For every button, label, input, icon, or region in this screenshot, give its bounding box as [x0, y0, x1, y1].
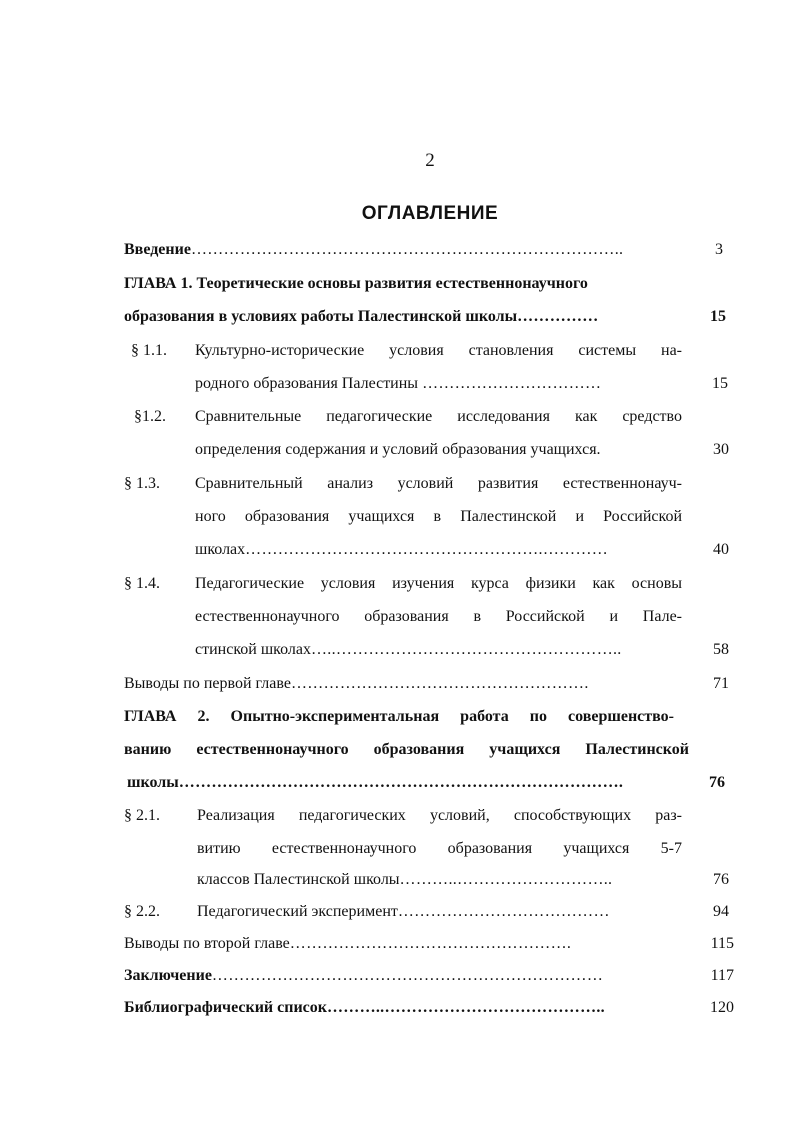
page-ref: 76	[713, 871, 729, 888]
page-ref: 15	[712, 375, 728, 392]
entry-label: Выводы по второй главе	[124, 935, 290, 952]
page-number: 2	[425, 150, 435, 171]
entry-label: Заключение	[124, 967, 212, 984]
section-title-cont: ного образования учащихся в Палестинской и Российской	[195, 508, 682, 525]
page-ref: 94	[713, 903, 729, 920]
leader-dots: ………..…………………………………..	[326, 999, 605, 1016]
page-ref: 117	[710, 967, 734, 984]
section-title-cont	[195, 640, 622, 660]
section-title: Сравнительные педагогические исследования как средство	[195, 408, 682, 425]
section-number: § 1.1.	[131, 342, 167, 359]
section-title-cont	[195, 374, 601, 394]
leader-dots: …………………………………	[397, 903, 610, 920]
toc-title: ОГЛАВЛЕНИЕ	[361, 203, 499, 224]
section-title: Реализация педагогических условий, способствующих раз-	[197, 807, 682, 824]
section-title-cont: определения содержания и условий образования учащихся.	[195, 441, 601, 458]
section-title-cont	[195, 540, 608, 560]
leader-dots: …..……………………………………………..	[311, 641, 622, 658]
page-ref: 120	[710, 999, 734, 1016]
section-title-cont	[197, 870, 612, 890]
toc-entry-intro	[124, 240, 623, 260]
page-ref: 71	[713, 675, 729, 692]
toc-entry-conclusion	[124, 966, 603, 986]
section-number: § 2.2.	[124, 903, 160, 920]
leader-dots: ……………………………………………………………………..	[190, 241, 624, 258]
page-ref: 58	[713, 641, 729, 658]
page-ref: 76	[709, 774, 725, 791]
section-title-cont: естественнонаучного образования в Российской и Пале-	[195, 608, 682, 625]
section-number: § 1.3.	[124, 475, 160, 492]
entry-label: образования в условиях работы Палестинской школы	[124, 308, 518, 325]
section-title: Культурно-исторические условия становления системы на-	[195, 342, 682, 359]
page-ref: 15	[710, 308, 726, 325]
entry-label: стинской школах	[195, 641, 311, 658]
entry-label: Библиографический список	[124, 999, 327, 1016]
chapter-2-title-cont	[127, 773, 623, 793]
section-title: Педагогические условия изучения курса физики как основы	[195, 575, 682, 592]
leader-dots: ……………………………	[422, 375, 602, 392]
chapter-1-title-cont	[124, 307, 599, 327]
page-ref: 115	[710, 935, 734, 952]
entry-label: классов Палестинской школы	[197, 871, 400, 888]
chapter-2-title: ГЛАВА 2. Опытно-экспериментальная работа по совершенство-	[124, 708, 674, 725]
chapter-1-title: ГЛАВА 1. Теоретические основы развития естественнонаучного	[124, 275, 588, 292]
chapter-2-title-cont: ванию естественнонаучного образования учащихся Палестинской	[124, 741, 689, 758]
section-number: §1.2.	[134, 408, 166, 425]
entry-label: Введение	[124, 241, 191, 258]
toc-entry-bibliography	[124, 998, 605, 1018]
section-number: § 1.4.	[124, 575, 160, 592]
toc-entry-conclusions-1	[124, 674, 589, 694]
leader-dots: ………………………………………………………………	[211, 967, 604, 984]
entry-label: родного образования Палестины	[195, 375, 419, 392]
page-ref: 30	[713, 441, 729, 458]
leader-dots: ……………………………………………………………………….	[178, 774, 624, 791]
section-title-cont: витию естественнонаучного образования учащихся 5-7	[197, 840, 682, 857]
entry-label: школах	[195, 541, 246, 558]
page-ref: 3	[715, 241, 723, 258]
entry-label: Выводы по первой главе	[124, 675, 291, 692]
leader-dots: ……………………………………………….…………	[245, 541, 609, 558]
section-title: Сравнительный анализ условий развития естественнонауч-	[195, 475, 682, 492]
leader-dots: ……………………………………………….	[290, 675, 589, 692]
leader-dots: …………………………………………….	[289, 935, 572, 952]
toc-entry-conclusions-2	[124, 934, 571, 954]
section-number: § 2.1.	[124, 807, 160, 824]
entry-label: школы	[127, 774, 179, 791]
section-title	[197, 902, 610, 922]
leader-dots: ………..………………………..	[399, 871, 613, 888]
leader-dots: ……………	[517, 308, 599, 325]
entry-label: Педагогический эксперимент	[197, 903, 398, 920]
page-ref: 40	[713, 541, 729, 558]
